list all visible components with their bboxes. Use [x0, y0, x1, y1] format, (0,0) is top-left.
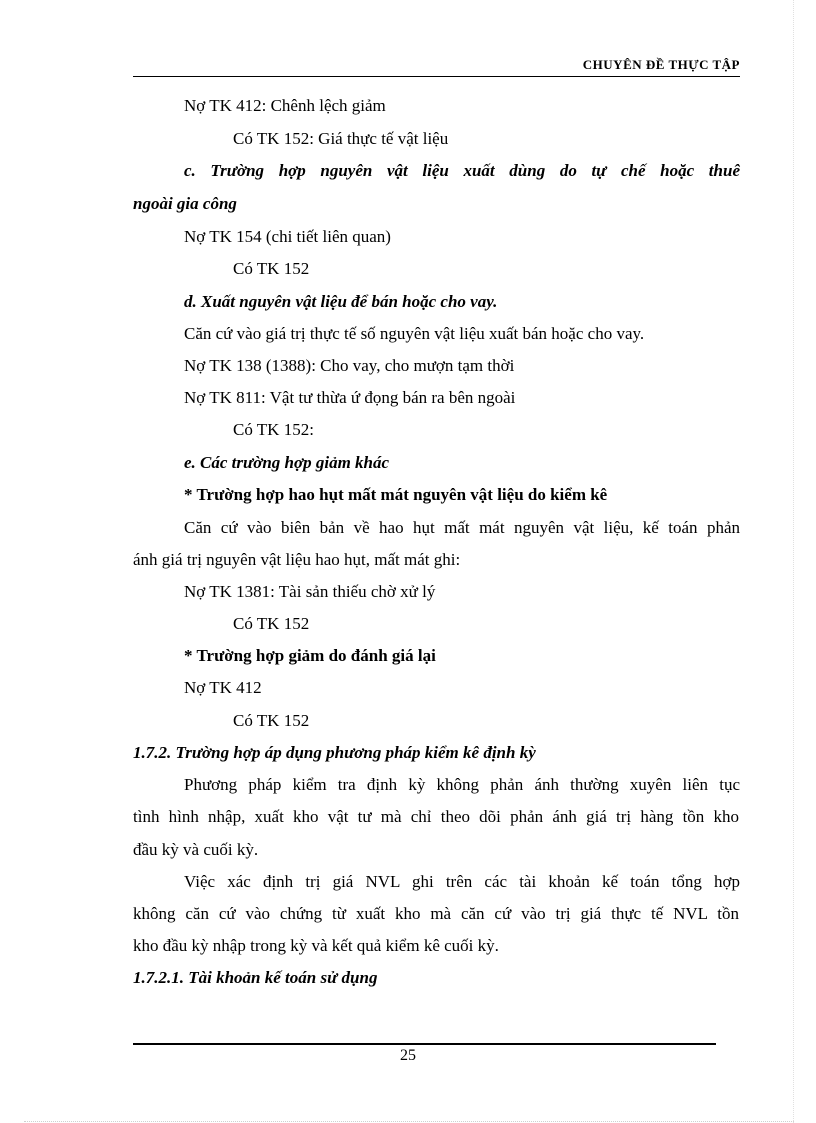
paragraph-line: tình hình nhập, xuất kho vật tư mà chỉ theo dõi phản ánh giá trị hàng tồn kho	[133, 807, 739, 826]
entry-line: Có TK 152	[233, 711, 310, 730]
paragraph-line: ánh giá trị nguyên vật liệu hao hụt, mất mát ghi:	[133, 550, 461, 569]
paragraph-line: Căn cứ vào biên bản về hao hụt mất mát nguyên vật liệu, kế toán phản	[184, 518, 740, 537]
page-number: 25	[400, 1047, 416, 1064]
entry-line: Nợ TK 412: Chênh lệch giảm	[184, 96, 386, 115]
entry-line: Nợ TK 154 (chi tiết liên quan)	[184, 227, 391, 246]
entry-line: Có TK 152	[233, 259, 310, 278]
entry-line: Có TK 152:	[233, 420, 314, 439]
paragraph-line: không căn cứ vào chứng từ xuất kho mà căn cứ vào trị giá thực tế NVL tồn	[133, 904, 739, 923]
bold-heading: * Trường hợp hao hụt mất mát nguyên vật liệu do kiểm kê	[184, 485, 608, 504]
page-header	[133, 54, 740, 77]
header-title: CHUYÊN ĐỀ THỰC TẬP	[582, 57, 740, 72]
subheading: c. Trường hợp nguyên vật liệu xuất dùng do tự chế hoặc thuê	[184, 161, 740, 180]
paragraph-line: Phương pháp kiểm tra định kỳ không phản ánh thường xuyên liên tục	[184, 775, 740, 794]
page-edge-bottom	[24, 1121, 794, 1122]
entry-line: Có TK 152	[233, 614, 310, 633]
paragraph-line: kho đầu kỳ nhập trong kỳ và kết quả kiểm kê cuối kỳ.	[133, 936, 499, 955]
paragraph-line: Việc xác định trị giá NVL ghi trên các tài khoản kế toán tổng hợp	[184, 872, 740, 891]
page-edge-right	[793, 0, 794, 1123]
subheading: e. Các trường hợp giảm khác	[184, 453, 390, 472]
section-heading: 1.7.2.1. Tài khoản kế toán sử dụng	[133, 968, 378, 987]
paragraph-line: đầu kỳ và cuối kỳ.	[133, 840, 259, 859]
subheading-continuation: ngoài gia công	[133, 194, 237, 213]
section-heading: 1.7.2. Trường hợp áp dụng phương pháp kiểm kê định kỳ	[133, 743, 536, 762]
entry-line: Có TK 152: Giá thực tế vật liệu	[233, 129, 449, 148]
bold-heading: * Trường hợp giảm do đánh giá lại	[184, 646, 436, 665]
entry-line: Nợ TK 138 (1388): Cho vay, cho mượn tạm thời	[184, 356, 515, 375]
entry-line: Nợ TK 1381: Tài sản thiếu chờ xử lý	[184, 582, 436, 601]
subheading: d. Xuất nguyên vật liệu để bán hoặc cho vay.	[184, 292, 498, 311]
footer-rule	[133, 1043, 716, 1045]
entry-line: Nợ TK 811: Vật tư thừa ứ đọng bán ra bên ngoài	[184, 388, 516, 407]
paragraph-line: Căn cứ vào giá trị thực tế số nguyên vật liệu xuất bán hoặc cho vay.	[184, 324, 645, 343]
entry-line: Nợ TK 412	[184, 678, 262, 697]
